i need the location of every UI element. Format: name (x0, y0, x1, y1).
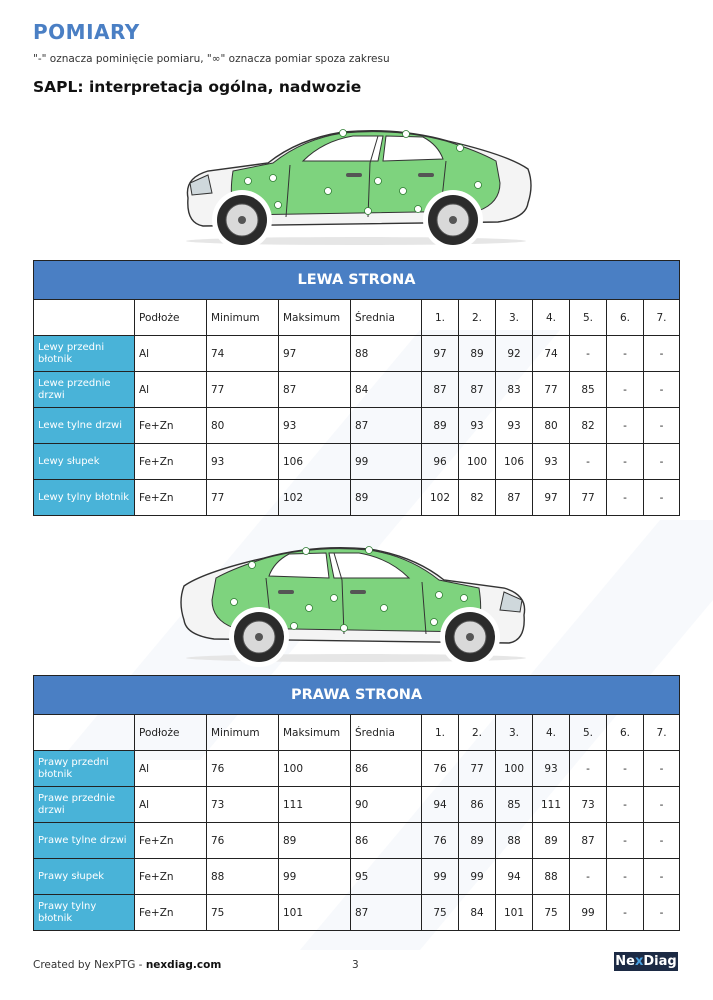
cell-avg: 88 (351, 336, 422, 372)
column-header: 5. (570, 300, 607, 336)
row-label: Lewy tylny błotnik (34, 480, 135, 516)
cell-max: 101 (279, 895, 351, 931)
footer-prefix: Created by NexPTG - (33, 959, 146, 971)
car-right-side-icon (178, 540, 534, 670)
cell-m7: - (644, 408, 680, 444)
cell-m5: - (570, 751, 607, 787)
cell-m3: 83 (496, 372, 533, 408)
cell-m1: 94 (422, 787, 459, 823)
cell-m1: 76 (422, 751, 459, 787)
logo-text-3: Diag (643, 954, 677, 969)
cell-m6: - (607, 823, 644, 859)
cell-m5: 82 (570, 408, 607, 444)
cell-min: 73 (207, 787, 279, 823)
column-header: 4. (533, 300, 570, 336)
row-label: Lewe tylne drzwi (34, 408, 135, 444)
column-header: 5. (570, 715, 607, 751)
cell-min: 74 (207, 336, 279, 372)
table-row (34, 408, 680, 444)
column-header: 1. (422, 300, 459, 336)
column-header: 7. (644, 300, 680, 336)
cell-m7: - (644, 859, 680, 895)
table-row (34, 372, 680, 408)
cell-avg: 87 (351, 408, 422, 444)
column-header: Podłoże (135, 300, 207, 336)
cell-avg: 86 (351, 751, 422, 787)
table-row (34, 823, 680, 859)
cell-m5: - (570, 859, 607, 895)
cell-m5: 77 (570, 480, 607, 516)
cell-m7: - (644, 823, 680, 859)
cell-m1: 97 (422, 336, 459, 372)
cell-m6: - (607, 372, 644, 408)
cell-substrate: Al (135, 751, 207, 787)
cell-avg: 99 (351, 444, 422, 480)
cell-m5: - (570, 444, 607, 480)
cell-m4: 93 (533, 444, 570, 480)
cell-min: 88 (207, 859, 279, 895)
cell-m6: - (607, 895, 644, 931)
cell-min: 75 (207, 895, 279, 931)
cell-m2: 89 (459, 823, 496, 859)
page-number: 3 (352, 959, 359, 971)
cell-m2: 82 (459, 480, 496, 516)
cell-m3: 92 (496, 336, 533, 372)
logo-text-2: x (634, 954, 644, 969)
column-header: Średnia (351, 715, 422, 751)
left-table-body (34, 336, 680, 516)
cell-substrate: Al (135, 787, 207, 823)
cell-max: 100 (279, 751, 351, 787)
cell-m1: 99 (422, 859, 459, 895)
cell-m2: 87 (459, 372, 496, 408)
row-label: Lewy słupek (34, 444, 135, 480)
column-header: Podłoże (135, 715, 207, 751)
right-side-table (33, 675, 680, 931)
cell-min: 93 (207, 444, 279, 480)
cell-m3: 87 (496, 480, 533, 516)
cell-max: 111 (279, 787, 351, 823)
cell-m1: 87 (422, 372, 459, 408)
cell-m7: - (644, 895, 680, 931)
cell-m3: 100 (496, 751, 533, 787)
row-label: Prawy przedni błotnik (34, 751, 135, 787)
cell-min: 80 (207, 408, 279, 444)
cell-m5: 99 (570, 895, 607, 931)
cell-m2: 93 (459, 408, 496, 444)
column-header: 3. (496, 715, 533, 751)
cell-substrate: Al (135, 336, 207, 372)
footer-site-link[interactable]: nexdiag.com (145, 959, 222, 971)
cell-m6: - (607, 336, 644, 372)
column-header: Minimum (207, 300, 279, 336)
column-header: 2. (459, 715, 496, 751)
cell-m4: 77 (533, 372, 570, 408)
cell-m2: 84 (459, 895, 496, 931)
table-row (34, 859, 680, 895)
cell-max: 93 (279, 408, 351, 444)
row-label: Prawy słupek (34, 859, 135, 895)
cell-avg: 89 (351, 480, 422, 516)
cell-m3: 101 (496, 895, 533, 931)
table-title: PRAWA STRONA (34, 676, 680, 715)
row-label: Prawe przednie drzwi (34, 787, 135, 823)
cell-m2: 89 (459, 336, 496, 372)
cell-m4: 111 (533, 787, 570, 823)
column-header: Średnia (351, 300, 422, 336)
cell-max: 89 (279, 823, 351, 859)
row-label: Prawe tylne drzwi (34, 823, 135, 859)
cell-m6: - (607, 859, 644, 895)
cell-m3: 85 (496, 787, 533, 823)
cell-substrate: Fe+Zn (135, 823, 207, 859)
cell-min: 77 (207, 480, 279, 516)
cell-avg: 84 (351, 372, 422, 408)
cell-m5: 85 (570, 372, 607, 408)
cell-m7: - (644, 372, 680, 408)
table-row (34, 444, 680, 480)
cell-m3: 106 (496, 444, 533, 480)
cell-m3: 93 (496, 408, 533, 444)
column-header: 7. (644, 715, 680, 751)
cell-m4: 88 (533, 859, 570, 895)
cell-min: 76 (207, 823, 279, 859)
cell-m1: 102 (422, 480, 459, 516)
cell-max: 102 (279, 480, 351, 516)
table-header-row (34, 300, 680, 336)
cell-m5: - (570, 336, 607, 372)
cell-m4: 97 (533, 480, 570, 516)
car-left-side-icon (178, 123, 534, 253)
cell-m7: - (644, 444, 680, 480)
column-header: 3. (496, 300, 533, 336)
cell-substrate: Al (135, 372, 207, 408)
right-table-body (34, 751, 680, 931)
cell-m1: 96 (422, 444, 459, 480)
cell-m4: 93 (533, 751, 570, 787)
legend-note: "-" oznacza pominięcie pomiaru, "∞" oznacza pomiar spoza zakresu (33, 53, 390, 65)
column-header: 1. (422, 715, 459, 751)
cell-min: 77 (207, 372, 279, 408)
cell-m5: 87 (570, 823, 607, 859)
cell-m6: - (607, 787, 644, 823)
logo-text-1: Ne (615, 954, 635, 969)
cell-m7: - (644, 480, 680, 516)
cell-m2: 99 (459, 859, 496, 895)
column-header: 6. (607, 715, 644, 751)
cell-m4: 80 (533, 408, 570, 444)
cell-m6: - (607, 444, 644, 480)
column-header: Maksimum (279, 715, 351, 751)
cell-m3: 88 (496, 823, 533, 859)
cell-avg: 86 (351, 823, 422, 859)
footer-credit (33, 959, 221, 971)
cell-m7: - (644, 336, 680, 372)
cell-m3: 94 (496, 859, 533, 895)
column-header (34, 300, 135, 336)
table-row (34, 895, 680, 931)
page-title: POMIARY (33, 20, 140, 44)
cell-avg: 95 (351, 859, 422, 895)
cell-max: 99 (279, 859, 351, 895)
cell-m2: 100 (459, 444, 496, 480)
cell-m4: 75 (533, 895, 570, 931)
cell-m2: 86 (459, 787, 496, 823)
nexdiag-logo (614, 952, 678, 971)
cell-m1: 76 (422, 823, 459, 859)
cell-m5: 73 (570, 787, 607, 823)
cell-m7: - (644, 787, 680, 823)
cell-substrate: Fe+Zn (135, 859, 207, 895)
section-subtitle: SAPL: interpretacja ogólna, nadwozie (33, 78, 362, 96)
column-header: 6. (607, 300, 644, 336)
column-header: 4. (533, 715, 570, 751)
cell-avg: 90 (351, 787, 422, 823)
cell-max: 87 (279, 372, 351, 408)
column-header: 2. (459, 300, 496, 336)
table-row (34, 336, 680, 372)
cell-m1: 75 (422, 895, 459, 931)
cell-substrate: Fe+Zn (135, 895, 207, 931)
cell-m4: 74 (533, 336, 570, 372)
table-row (34, 480, 680, 516)
table-header-row (34, 715, 680, 751)
cell-m6: - (607, 480, 644, 516)
row-label: Prawy tylny błotnik (34, 895, 135, 931)
cell-substrate: Fe+Zn (135, 444, 207, 480)
cell-m7: - (644, 751, 680, 787)
cell-m2: 77 (459, 751, 496, 787)
cell-m6: - (607, 408, 644, 444)
table-row (34, 751, 680, 787)
cell-m6: - (607, 751, 644, 787)
row-label: Lewe przednie drzwi (34, 372, 135, 408)
row-label: Lewy przedni błotnik (34, 336, 135, 372)
left-side-table (33, 260, 680, 516)
cell-m4: 89 (533, 823, 570, 859)
table-row (34, 787, 680, 823)
cell-m1: 89 (422, 408, 459, 444)
column-header: Maksimum (279, 300, 351, 336)
column-header (34, 715, 135, 751)
column-header: Minimum (207, 715, 279, 751)
cell-min: 76 (207, 751, 279, 787)
cell-max: 106 (279, 444, 351, 480)
cell-substrate: Fe+Zn (135, 480, 207, 516)
cell-substrate: Fe+Zn (135, 408, 207, 444)
cell-avg: 87 (351, 895, 422, 931)
table-title: LEWA STRONA (34, 261, 680, 300)
cell-max: 97 (279, 336, 351, 372)
